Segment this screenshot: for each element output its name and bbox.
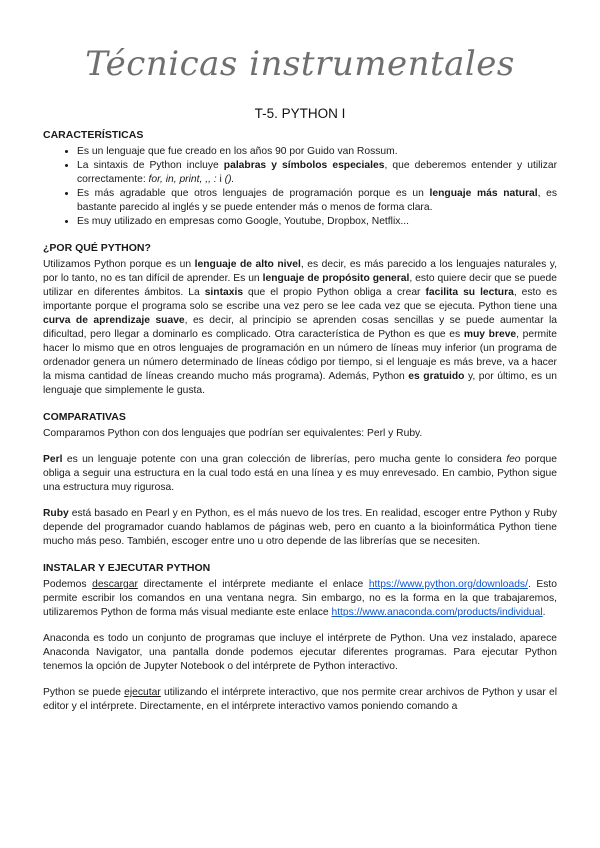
section-caracteristicas <box>43 128 557 229</box>
paragraph: Anaconda es todo un conjunto de programas que incluye el intérprete de Python. Una vez instalado, aparece Anaconda Navigator, una pantalla donde podemos ejecutar diferentes programas. Para ejecutar Python tenemos la opción de Jupyter Notebook o del intérprete de Python interactivo. <box>43 633 557 672</box>
paragraph: Podemos descargar directamente el intérprete mediante el enlace https://www.python.org/downloads/. Esto permite escribir los comandos en una ventana negra. Sin embargo, no es la forma en la que trabajaremos, utilizaremos Python de forma más visual mediante este enlace https://www.anaconda.com/products/individual. <box>43 579 557 618</box>
document-title: Técnicas instrumentales <box>85 44 515 84</box>
document-subtitle: T-5. PYTHON I <box>254 106 346 121</box>
section-por-que-python <box>43 241 557 398</box>
document-body <box>43 128 557 726</box>
heading-caracteristicas: CARACTERÍSTICAS <box>43 129 144 141</box>
heading-instalar: INSTALAR Y EJECUTAR PYTHON <box>43 562 211 574</box>
paragraph-perl: Perl es un lenguaje potente con una gran colección de librerías, pero mucha gente lo considera feo porque obliga a seguir una estructura en la cual todo está en una línea y es muy enrevesado. En cambio, Python sigue una estructura muy rigurosa. <box>43 454 557 493</box>
paragraph: Python se puede ejecutar utilizando el intérprete interactivo, que nos permite crear archivos de Python y usar el editor y el intérprete. Directamente, en el intérprete interactivo vamos poniendo comando a <box>43 687 558 712</box>
paragraph: Comparamos Python con dos lenguajes que podrían ser equivalentes: Perl y Ruby. <box>43 428 423 439</box>
paragraph-ruby: Ruby está basado en Pearl y en Python, es el más nuevo de los tres. En realidad, escoger entre Python y Ruby depende del programador cuando hablamos de páginas web, pero en cuanto a la bioinformática Python tiene mucho más peso. También, escoger entre uno u otro depende de las librerías que se necesiten. <box>43 508 557 547</box>
list-item: • Es un lenguaje que fue creado en los años 90 por Guido van Rossum. <box>77 145 557 159</box>
list-item: • Es más agradable que otros lenguajes de programación porque es un lenguaje más natural, es bastante parecido al inglés y se puede entender más o menos de forma clara. <box>77 187 557 215</box>
caracteristicas-list <box>43 145 557 229</box>
heading-comparativas: COMPARATIVAS <box>43 411 126 423</box>
anaconda-link[interactable]: https://www.anaconda.com/products/individual <box>331 607 543 618</box>
heading-por-que-python: ¿POR QUÉ PYTHON? <box>43 242 151 254</box>
python-download-link[interactable]: https://www.python.org/downloads/ <box>368 579 528 590</box>
section-instalar <box>43 561 557 714</box>
list-item: • Es muy utilizado en empresas como Google, Youtube, Dropbox, Netflix... <box>77 215 557 229</box>
list-item: • La sintaxis de Python incluye palabras y símbolos especiales, que deberemos entender y utilizar correctamente: for, in, print, ,, : i (). <box>77 159 557 187</box>
section-comparativas <box>43 410 557 549</box>
paragraph: Utilizamos Python porque es un lenguaje de alto nivel, es decir, es más parecido a los lenguajes naturales y, por lo tanto, no es tan difícil de aprender. Es un lenguaje de propósito general, esto quiere decir que se puede utilizar en diferentes ámbitos. La sintaxis que el propio Python obliga a crear facilita su lectura, esto es importante porque el programa solo se escribe una vez pero se lee cada vez que se ejecuta. Python tiene una curva de aprendizaje suave, es decir, al principio se aprenden cosas sencillas y se puede aumentar la dificultad, pero llegar a dominarlo es complicado. Otra característica de Python es que es muy breve, permite hacer lo mismo que en otros lenguajes de programación en un número de líneas muy inferior (un programa de ordenador genera un número determinado de líneas código por tiempo, si el lenguaje es más breve, va a hacer la misma cantidad de líneas creando mucho más programa). Además, Python es gratuido y, por último, es un lenguaje que simplemente le gusta. <box>43 259 558 396</box>
